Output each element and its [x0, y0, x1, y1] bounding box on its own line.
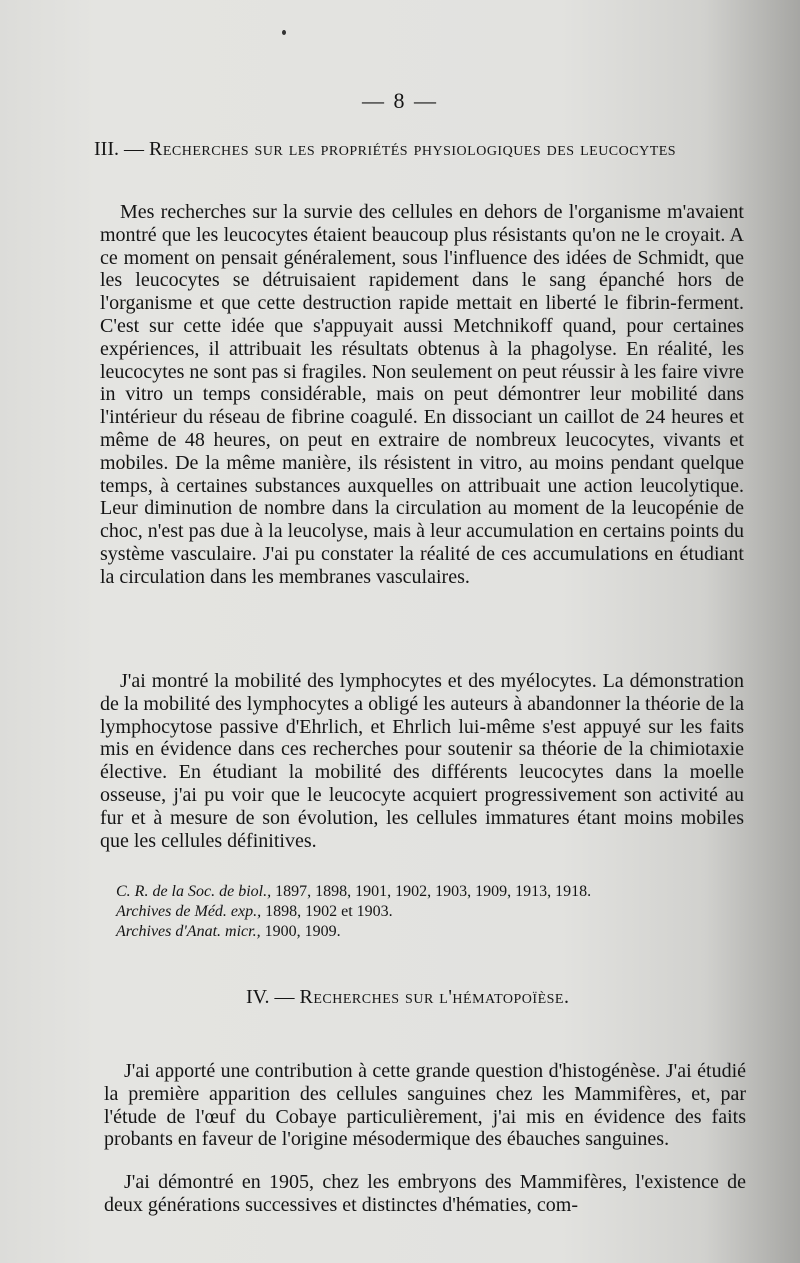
reference-years: 1900, 1909.	[264, 923, 341, 940]
reference-journal: Archives de Méd. exp.,	[116, 903, 262, 920]
section-dash: —	[274, 986, 295, 1008]
reference-years: 1898, 1902 et 1903.	[265, 903, 393, 920]
paragraph: J'ai montré la mobilité des lymphocytes et des myélocytes. La démonstration de la mobilité des lymphocytes a obligé les auteurs à abandonner la théorie de la lymphocytose passive d'Ehrlich, et Ehrlich lui-même s'est appuyé sur les faits mis en évidence dans ces recherches pour soutenir sa théorie de la chimiotaxie élective. En étudiant la mobilité des différents leucocytes dans la moelle osseuse, j'ai pu voir que le leucocyte acquiert progressivement son activité au fur et à mesure de son évolution, les cellules immatures étant moins mobiles que les cellules définitives.	[100, 670, 744, 852]
page-number: — 8 —	[362, 88, 438, 113]
section-title: Recherches sur les propriétés physiologiques des leucocytes	[148, 138, 677, 160]
reference-line	[116, 902, 716, 922]
paragraph: J'ai démontré en 1905, chez les embryons des Mammifères, l'existence de deux générations successives et distinctes d'hématies, com-	[104, 1171, 746, 1216]
section-heading-iv	[246, 986, 726, 1009]
reference-journal: Archives d'Anat. micr.,	[116, 923, 261, 940]
section-numeral: IV.	[246, 986, 270, 1008]
section-dash: —	[123, 138, 144, 160]
ink-speck	[282, 30, 286, 35]
reference-line	[116, 882, 716, 902]
section-numeral: III.	[94, 138, 119, 160]
paragraph: J'ai apporté une contribution à cette grande question d'histogénèse. J'ai étudié la première apparition des cellules sanguines chez les Mammifères, et, par l'étude de l'œuf du Cobaye particulièrement, j'ai mis en évidence des faits probants en faveur de l'origine mésodermique des ébauches sanguines.	[104, 1060, 746, 1151]
reference-journal: C. R. de la Soc. de biol.,	[116, 883, 272, 900]
references	[116, 882, 716, 942]
section-heading-iii	[94, 138, 774, 161]
section-title: Recherches sur l'hématopoïèse.	[299, 986, 570, 1008]
reference-line	[116, 922, 716, 942]
reference-years: 1897, 1898, 1901, 1902, 1903, 1909, 1913, 1918.	[275, 883, 592, 900]
paragraph: Mes recherches sur la survie des cellules en dehors de l'organisme m'avaient montré que les leucocytes étaient beaucoup plus résistants qu'on ne le croyait. A ce moment on pensait généralement, sous l'influence des idées de Schmidt, que les leucocytes se détruisaient rapidement dans le sang épanché hors de l'organisme et que cette destruction rapide mettait en liberté le fibrin-ferment. C'est sur cette idée que s'appuyait aussi Metchnikoff quand, pour certaines expériences, il attribuait les résultats obtenus à la phagolyse. En réalité, les leucocytes ne sont pas si fragiles. Non seulement on peut réussir à les faire vivre in vitro un temps considérable, mais on peut démontrer leur mobilité dans l'intérieur du réseau de fibrine coagulé. En dissociant un caillot de 24 heures et même de 48 heures, on peut en extraire de nombreux leucocytes, vivants et mobiles. De la même manière, ils résistent in vitro, au moins pendant quelque temps, à certaines substances auxquelles on attribuait une action leucolytique. Leur diminution de nombre dans la circulation au moment de la leucopénie de choc, n'est pas due à la leucolyse, mais à leur accumulation en certains points du système vasculaire. J'ai pu constater la réalité de ces accumulations en étudiant la circulation dans les membranes vasculaires.	[100, 201, 744, 588]
